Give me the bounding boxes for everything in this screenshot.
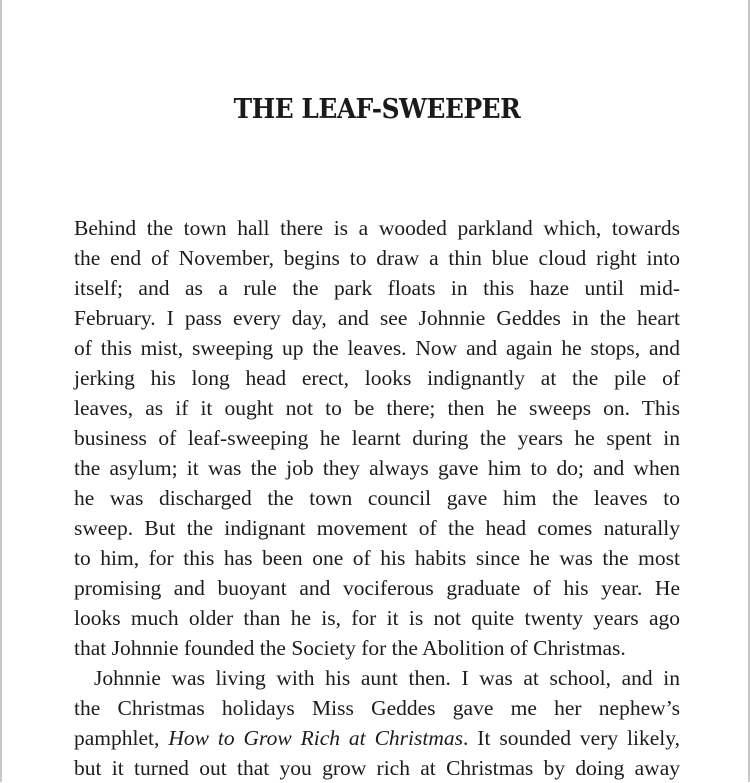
paragraph-1: [74, 213, 680, 663]
text-fragment: . It sounded very likely,: [463, 726, 680, 750]
pamphlet-title: How to Grow Rich at Christmas: [168, 726, 463, 750]
text-line-with-title: [74, 723, 680, 753]
text-line: of this mist, sweeping up the leaves. Now and again he stops, and: [74, 336, 680, 360]
story-title: THE LEAF-SWEEPER: [233, 94, 521, 125]
text-line: but it turned out that you grow rich at Christmas by doing away: [74, 756, 680, 780]
text-line: looks much older than he is, for it is not quite twenty years ago: [74, 606, 680, 630]
text-line: the Christmas holidays Miss Geddes gave me her nephew’s: [74, 696, 680, 720]
story-body: [74, 213, 680, 783]
text-line: itself; and as a rule the park floats in this haze until mid-: [74, 276, 680, 300]
paragraph-2: [74, 663, 680, 783]
text-line: the end of November, begins to draw a thin blue cloud right into: [74, 246, 680, 270]
text-line: business of leaf-sweeping he learnt during the years he spent in: [74, 426, 680, 450]
text-line: jerking his long head erect, looks indignantly at the pile of: [74, 366, 680, 390]
text-line: that Johnnie founded the Society for the Abolition of Christmas.: [74, 636, 626, 660]
text-line: Johnnie was living with his aunt then. I was at school, and in: [94, 666, 680, 690]
text-line: the asylum; it was the job they always gave him to do; and when: [74, 456, 680, 480]
text-line: promising and buoyant and vociferous graduate of his year. He: [74, 576, 680, 600]
text-line: he was discharged the town council gave him the leaves to: [74, 486, 680, 510]
text-line: Behind the town hall there is a wooded parkland which, towards: [74, 216, 680, 240]
text-line: sweep. But the indignant movement of the head comes naturally: [74, 516, 680, 540]
text-fragment: pamphlet,: [74, 726, 169, 750]
text-line: to him, for this has been one of his habits since he was the most: [74, 546, 680, 570]
text-line: February. I pass every day, and see Johnnie Geddes in the heart: [74, 306, 680, 330]
text-line: leaves, as if it ought not to be there; then he sweeps on. This: [74, 396, 680, 420]
